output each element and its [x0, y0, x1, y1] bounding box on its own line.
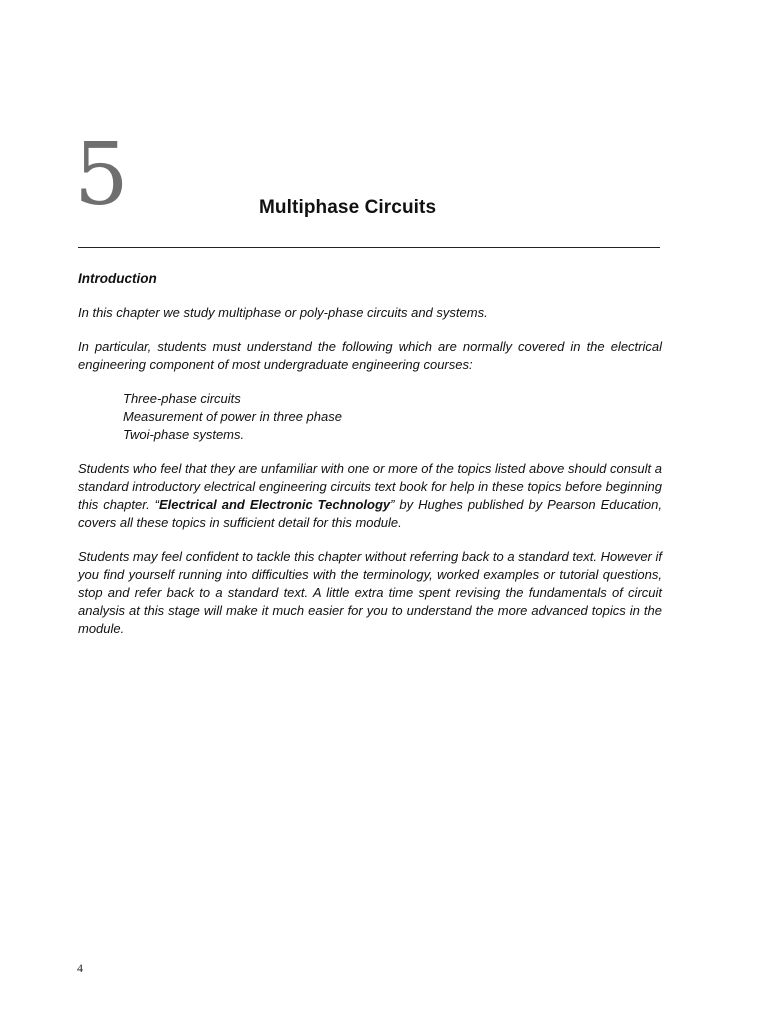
chapter-content	[78, 270, 662, 654]
topic-list	[123, 390, 662, 444]
intro-paragraph-2: In particular, students must understand the following which are normally covered in the electrical engineering component of most undergraduate engineering courses:	[78, 339, 662, 372]
chapter-number: 5	[74, 125, 129, 225]
page-number: 4	[77, 961, 83, 975]
recommended-book-title: Electrical and Electronic Technology	[158, 497, 391, 512]
title-divider	[78, 247, 660, 248]
paragraph-3-before-text: Students who feel that they are unfamiliar with one or more of the topics listed above should consult a standard introductory electrical engineering circuits text book for help in these topics before beginning this chapter. “	[78, 461, 662, 512]
paragraph-3-after-text: ” by Hughes published by Pearson Education, covers all these topics in sufficient detail for this module.	[78, 497, 662, 530]
introduction-heading: Introduction	[78, 271, 157, 286]
topic-item-two-phase-systems: Twoi-phase systems.	[123, 427, 245, 442]
chapter-title: Multiphase Circuits	[259, 197, 437, 218]
topic-item-three-phase-circuits: Three-phase circuits	[123, 391, 241, 406]
topic-item-power-measurement: Measurement of power in three phase	[123, 409, 342, 424]
intro-paragraph-4: Students may feel confident to tackle this chapter without referring back to a standard text. However if you find yourself running into difficulties with the terminology, worked examples or tutorial questions, stop and refer back to a standard text. A little extra time spent revising the fundamentals of circuit analysis at this stage will make it much easier for you to understand the more advanced topics in the module.	[78, 549, 662, 636]
intro-paragraph-3	[78, 460, 662, 532]
intro-paragraph-1: In this chapter we study multiphase or poly-phase circuits and systems.	[78, 305, 488, 320]
